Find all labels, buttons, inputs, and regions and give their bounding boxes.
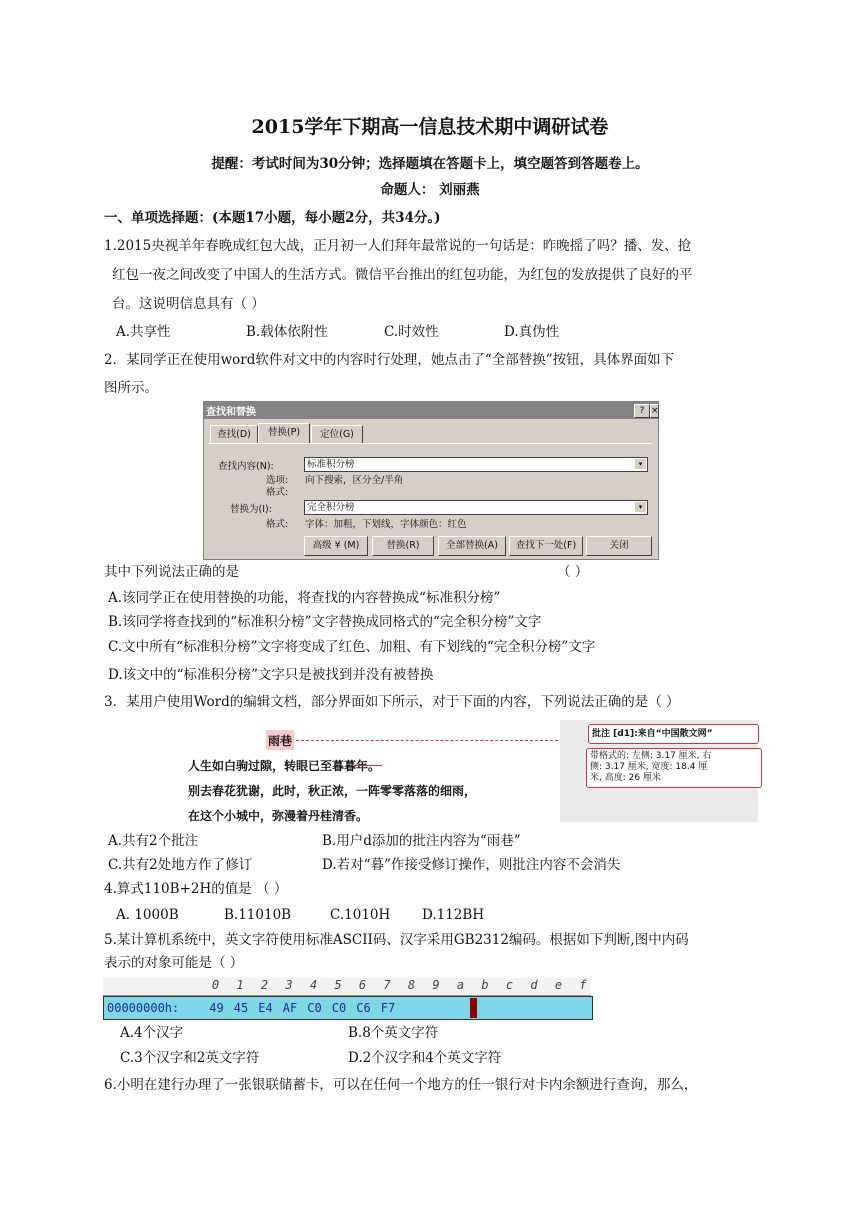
hex-byte: E4 [258,1001,273,1015]
hex-column-label: 3 [285,978,293,992]
q3-option-a: A.共有2个批注 [108,833,199,849]
q4-option-b: B.11010B [224,907,292,923]
q2-line-2: 图所示。 [104,380,158,396]
replace-all-button[interactable]: 全部替换(A) [438,536,506,556]
hex-column-label: b [481,978,489,992]
q2-option-b: B.该同学将查找到的“标准积分榜”文字替换成同格式的“完全积分榜”文字 [108,614,542,630]
q1-line-3: 台。这说明信息具有（ ） [112,296,265,312]
tab-replace[interactable]: 替换(P) [258,423,310,444]
hex-byte: C0 [331,1001,347,1015]
options-label: 选项: [266,475,289,486]
q1-option-b: B.载体依附性 [246,324,328,340]
q1-option-c: C.时效性 [384,324,439,340]
tab-find[interactable]: 查找(D) [210,425,258,443]
find-replace-dialog [203,401,659,560]
find-format-label: 格式: [266,487,289,498]
q6-line: 6.小明在建行办理了一张银联储蓄卡，可以在任何一个地方的任一银行对卡内余额进行查询，那么， [104,1077,698,1093]
q1-option-d: D.真伪性 [504,324,560,340]
replace-format-label: 格式: [266,519,289,530]
doc-title: 雨巷 [268,734,293,748]
comment-connector [296,740,558,741]
replace-label: 替换为(I): [230,504,272,515]
hex-column-label: 9 [432,978,440,992]
hex-column-label: 7 [383,978,391,992]
hex-byte: C6 [356,1001,371,1015]
find-value: 标准积分榜 [307,459,355,470]
hex-byte: 49 [209,1001,224,1015]
q2-option-c: C.文中所有“标准积分榜”文字将变成了红色、加粗、有下划线的“完全积分榜”文字 [108,639,596,655]
hex-byte: AF [282,1001,298,1015]
chevron-down-icon[interactable]: ▾ [635,502,646,512]
section-heading: 一、单项选择题：(本题17小题，每小题2分，共34分。) [104,210,441,226]
chevron-down-icon[interactable]: ▾ [635,459,646,469]
q2-line-1: 2．某同学正在使用word软件对文中的内容时行处理，她点击了“全部替换”按钮，具体界面如下 [104,352,675,368]
tab-goto[interactable]: 定位(G) [311,425,363,443]
dialog-titlebar [204,402,658,419]
q5-line-1: 5.某计算机系统中，英文字符使用标准ASCII码、汉字采用GB2312编码。根据如下判断,图中内码 [104,932,689,948]
format-balloon [586,748,762,788]
hex-column-label: 1 [236,978,244,992]
hex-cursor [470,998,477,1018]
find-input[interactable] [304,457,648,472]
find-label: 查找内容(N): [218,461,274,472]
q2-stem: 其中下列说法正确的是 [104,564,239,580]
replace-input[interactable] [304,500,648,515]
revision-strikethrough [352,765,382,766]
format-note-line-2: 侧: 3.17 厘米, 宽度: 18.4 厘 [590,762,708,772]
replace-value: 完全积分榜 [307,502,355,513]
hex-column-label: 8 [407,978,416,992]
q3-option-c: C.共有2处地方作了修订 [108,857,253,873]
hex-byte: C0 [307,1001,322,1015]
q3-option-b: B.用户d添加的批注内容为“雨巷” [322,833,521,849]
hex-column-label: d [530,978,538,992]
hex-column-label: e [554,978,563,992]
q5-line-2: 表示的对象可能是（ ） [104,955,244,971]
q4-option-c: C.1010H [330,907,391,923]
comment-text: 批注 [d1]:来自“中国散文网” [592,729,713,739]
author: 命题人： 刘丽燕 [380,182,480,198]
q3-line: 3．某用户使用Word的编辑文档，部分界面如下所示，对于下面的内容，下列说法正确的是（ ） [104,694,680,710]
q5-option-d: D.2个汉字和4个英文字符 [348,1050,502,1066]
q1-line-1: 1.2015央视羊年春晚成红包大战，正月初一人们拜年最常说的一句话是：昨晚摇了吗？播、发、抢 [104,238,692,254]
q5-option-c: C.3个汉字和2英文字符 [120,1050,260,1066]
hex-column-label: 0 [211,978,220,992]
q3-option-d: D.若对“暮”作接受修订操作，则批注内容不会消失 [322,857,621,873]
advanced-button[interactable]: 高级 ¥ (M) [304,536,368,556]
close-icon[interactable]: × [651,406,659,416]
q5-option-b: B.8个英文字符 [348,1025,439,1041]
hex-column-label: c [505,978,514,992]
q1-option-a: A.共享性 [116,324,171,340]
hex-column-header [103,978,591,996]
hex-byte: F7 [380,1001,396,1015]
hex-column-label: 2 [260,978,269,992]
doc-line-3: 在这个小城中，弥漫着丹桂清香。 [188,809,369,823]
q4-line: 4.算式110B+2H的值是 （ ） [104,881,288,897]
q2-option-a: A.该同学正在使用替换的功能，将查找的内容替换成“标准积分榜” [108,590,501,606]
help-icon[interactable]: ? [634,404,650,418]
options-value: 向下搜索，区分全/半角 [305,475,404,486]
dialog-title: 查找和替换 [206,407,256,418]
q4-option-a: A. 1000B [116,907,179,923]
replace-format-value: 字体：加粗，下划线，字体颜色：红色 [305,519,467,530]
comment-balloon [588,724,759,744]
q1-line-2: 红包一夜之间改变了中国人的生活方式。微信平台推出的红包功能，为红包的发放提供了良好的平 [112,267,693,283]
find-next-button[interactable]: 查找下一处(F) [509,536,583,556]
doc-line-2: 别去春花犹谢，此时，秋正浓，一阵零零落落的细雨， [188,784,477,798]
hex-column-label: 6 [358,978,367,992]
page-title: 2015学年下期高一信息技术期中调研试卷 [251,116,609,138]
hex-offset: 00000000h: [107,1001,180,1015]
doc-line-1: 人生如白驹过隙，转眼已至暮暮年。 [188,759,381,773]
reminder: 提醒：考试时间为30分钟；选择题填在答题卡上，填空题答到答题卷上。 [211,156,649,172]
hex-column-label: a [456,978,465,992]
q4-option-d: D.112BH [422,907,485,923]
comment-pane [560,720,758,822]
close-button[interactable]: 关闭 [586,536,652,556]
format-note-line-3: 米, 高度: 26 厘米 [590,773,661,783]
hex-column-label: 4 [309,978,318,992]
hex-editor-strip [103,978,591,1020]
replace-button[interactable]: 替换(R) [372,536,434,556]
q2-paren: （ ） [557,564,589,580]
q2-option-d: D.该文中的“标准积分榜”文字只是被找到并没有被替换 [108,667,434,683]
hex-column-label: f [579,978,587,992]
hex-column-label: 5 [334,978,342,992]
hex-data-row [103,996,593,1020]
q5-option-a: A.4个汉字 [120,1025,184,1041]
format-note-line-1: 带格式的: 左侧: 3.17 厘米, 右 [590,751,712,761]
hex-byte: 45 [233,1001,249,1015]
